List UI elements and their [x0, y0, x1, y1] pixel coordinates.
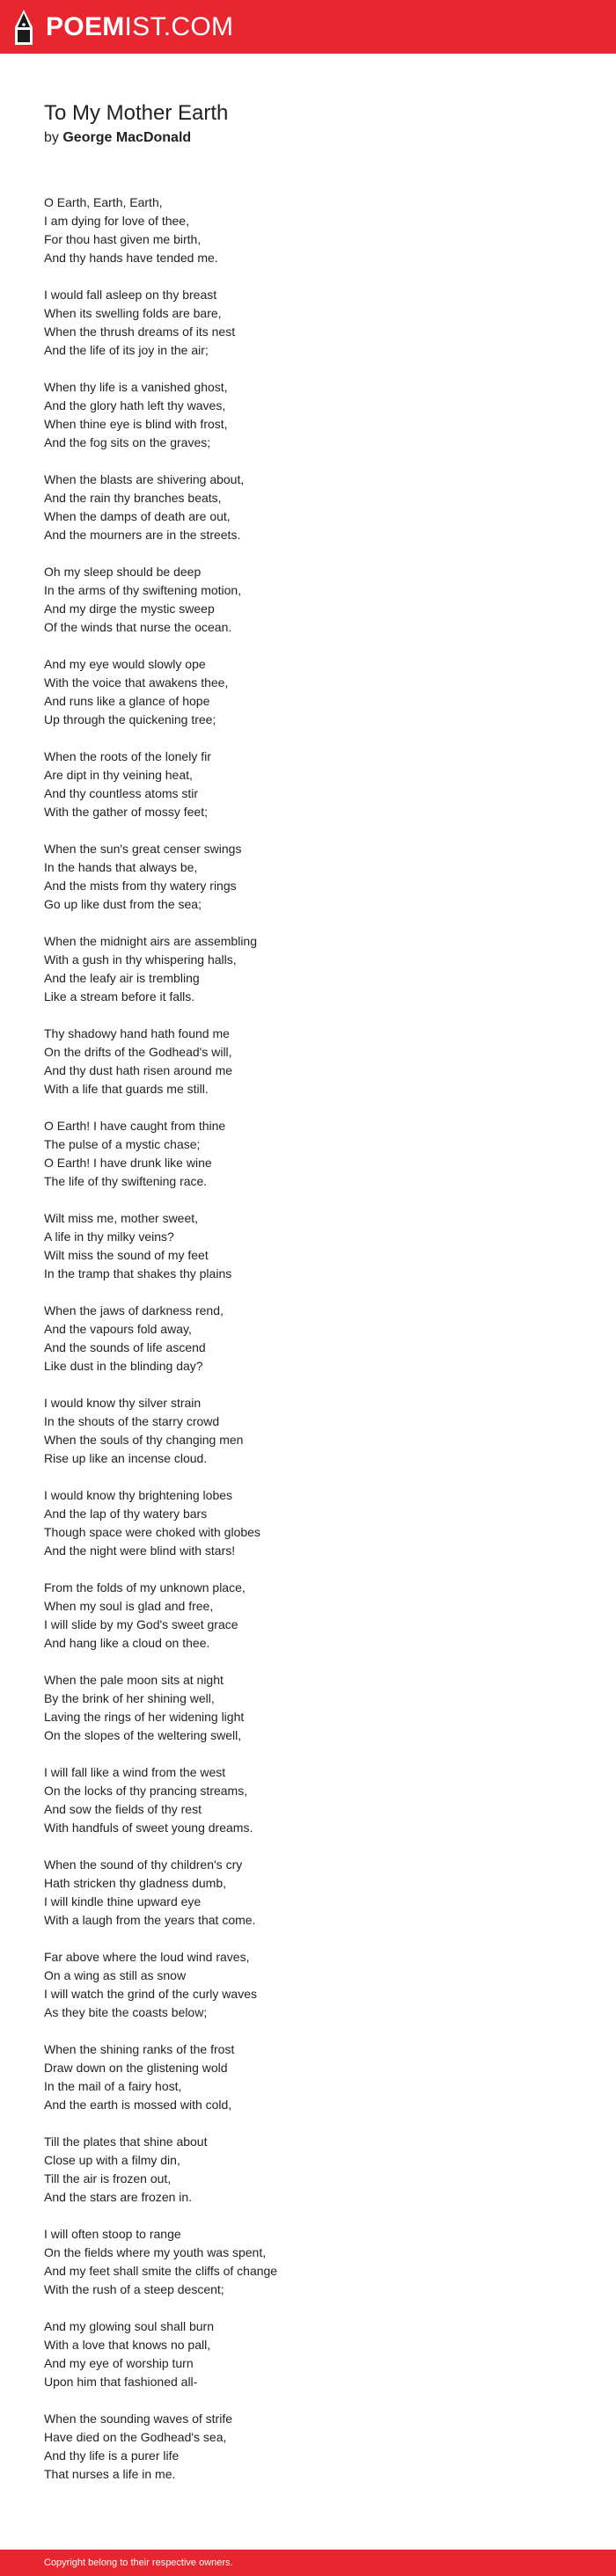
poem-line: I will fall like a wind from the west — [44, 1765, 226, 1779]
poem-stanza — [44, 1117, 277, 1191]
poem-line: With the voice that awakens thee, — [44, 675, 229, 690]
poem-stanza — [44, 1856, 277, 1930]
poem-stanza — [44, 378, 277, 452]
site-header — [0, 0, 616, 54]
poem-line: And thy dust hath risen around me — [44, 1063, 233, 1077]
poem-line: Have died on the Godhead's sea, — [44, 2430, 227, 2444]
poem-line: When the blasts are shivering about, — [44, 472, 245, 486]
poem-stanza — [44, 1579, 277, 1653]
poem-line: In the tramp that shakes thy plains — [44, 1266, 232, 1281]
poem-stanza — [44, 471, 277, 544]
poem-line: With a laugh from the years that come. — [44, 1913, 256, 1927]
poem-line: On the slopes of the weltering swell, — [44, 1728, 242, 1742]
poem-stanza — [44, 1486, 277, 1560]
poem-stanza — [44, 286, 277, 360]
poem-line: Wilt miss me, mother sweet, — [44, 1211, 199, 1225]
poem-line: Like dust in the blinding day? — [44, 1359, 203, 1373]
poem-stanza — [44, 193, 277, 267]
poem-line: When the sound of thy children's cry — [44, 1857, 243, 1872]
poem-stanza — [44, 2225, 277, 2299]
poem-stanza — [44, 1025, 277, 1098]
poem-line: Like a stream before it falls. — [44, 989, 195, 1003]
poem-stanza — [44, 1948, 277, 2022]
by-label: by — [44, 130, 59, 145]
poem-line: And the leafy air is trembling — [44, 971, 200, 985]
poem-title: To My Mother Earth — [44, 101, 229, 125]
poem-line: Rise up like an incense cloud. — [44, 1451, 208, 1465]
poem-line: On the fields where my youth was spent, — [44, 2245, 267, 2259]
poem-line: When thy life is a vanished ghost, — [44, 380, 228, 394]
poem-line: Hath stricken thy gladness dumb, — [44, 1876, 226, 1890]
poem-line: Far above where the loud wind raves, — [44, 1950, 250, 1964]
poem-line: When the sounding waves of strife — [44, 2412, 233, 2426]
logo-bold-text: POEM — [46, 12, 125, 41]
poem-line: In the hands that always be, — [44, 860, 198, 874]
poem-line: And the fog sits on the graves; — [44, 435, 211, 449]
poem-line: Laving the rings of her widening light — [44, 1710, 245, 1724]
poem-stanza — [44, 1763, 277, 1837]
poem-line: Of the winds that nurse the ocean. — [44, 620, 232, 634]
poem-line: Till the plates that shine about — [44, 2135, 208, 2149]
site-footer — [0, 2550, 616, 2576]
poem-line: When its swelling folds are bare, — [44, 306, 222, 320]
poem-line: And sow the fields of thy rest — [44, 1802, 202, 1816]
poem-line: From the folds of my unknown place, — [44, 1580, 246, 1594]
poem-line: When the sun's great censer swings — [44, 842, 242, 856]
poem-line: When the souls of thy changing men — [44, 1433, 244, 1447]
poem-line: And hang like a cloud on thee. — [44, 1636, 210, 1650]
poem-line: O Earth! I have caught from thine — [44, 1119, 226, 1133]
poem-line: When the shining ranks of the frost — [44, 2042, 235, 2056]
poem-line: And thy hands have tended me. — [44, 251, 218, 265]
logo-light-text: IST.COM — [124, 12, 234, 41]
poem-line: O Earth! I have drunk like wine — [44, 1156, 212, 1170]
poem-line: And the lap of thy watery bars — [44, 1507, 208, 1521]
poem-line: By the brink of her shining well, — [44, 1691, 215, 1705]
poem-line: On the drifts of the Godhead's will, — [44, 1045, 232, 1059]
poem-line: And my glowing soul shall burn — [44, 2319, 214, 2333]
poem-stanza — [44, 2040, 277, 2114]
poem-line: I will slide by my God's sweet grace — [44, 1617, 238, 1631]
poem-stanza — [44, 1671, 277, 1745]
poem-stanza — [44, 1209, 277, 1283]
poem-line: I would know thy silver strain — [44, 1396, 202, 1410]
poem-line: The pulse of a mystic chase; — [44, 1137, 201, 1151]
poem-line: And my eye of worship turn — [44, 2356, 194, 2370]
poem-line: With the rush of a steep descent; — [44, 2282, 224, 2296]
poem-line: I will kindle thine upward eye — [44, 1894, 202, 1908]
poem-line: I would know thy brightening lobes — [44, 1488, 233, 1502]
author-link[interactable]: George MacDonald — [62, 130, 192, 145]
poem-line: Are dipt in thy veining heat, — [44, 768, 193, 782]
poem-line: In the mail of a fairy host, — [44, 2079, 182, 2093]
poem-line: And the glory hath left thy waves, — [44, 398, 226, 412]
poem-line: The life of thy swiftening race. — [44, 1174, 208, 1188]
poem-stanza — [44, 2410, 277, 2484]
poem-stanza — [44, 2317, 277, 2391]
poem-byline — [44, 128, 191, 148]
poem-stanza — [44, 1302, 277, 1376]
poem-line: With handfuls of sweet young dreams. — [44, 1821, 253, 1835]
poem-line: And the stars are frozen in. — [44, 2190, 193, 2204]
poem-line: On a wing as still as snow — [44, 1968, 187, 1982]
poem-line: I am dying for love of thee, — [44, 214, 189, 228]
poem-line: Wilt miss the sound of my feet — [44, 1248, 209, 1262]
poem-line: When the roots of the lonely fir — [44, 749, 211, 763]
poem-line: And the sounds of life ascend — [44, 1340, 206, 1354]
poem-line: When thine eye is blind with frost, — [44, 417, 228, 431]
poem-line: Close up with a filmy din, — [44, 2153, 180, 2167]
poem-line: For thou hast given me birth, — [44, 232, 202, 246]
poem-line: I would fall asleep on thy breast — [44, 288, 217, 302]
poem-line: Go up like dust from the sea; — [44, 897, 202, 911]
poem-stanza — [44, 840, 277, 914]
poem-line: With a gush in thy whispering halls, — [44, 952, 237, 967]
poem-stanza — [44, 563, 277, 637]
poem-line: That nurses a life in me. — [44, 2467, 176, 2481]
poem-line: In the arms of thy swiftening motion, — [44, 583, 242, 597]
poem-line: And the night were blind with stars! — [44, 1543, 236, 1558]
poem-line: With the gather of mossy feet; — [44, 805, 208, 819]
poem-line: And the vapours fold away, — [44, 1322, 192, 1336]
poem-line: On the locks of thy prancing streams, — [44, 1784, 248, 1798]
poem-line: When the damps of death are out, — [44, 509, 231, 523]
poem-line: I will often stoop to range — [44, 2227, 181, 2241]
poem-stanza — [44, 655, 277, 729]
poem-line: And the mourners are in the streets. — [44, 528, 241, 542]
poem-line: And the earth is mossed with cold, — [44, 2098, 232, 2112]
pen-nib-icon — [12, 8, 35, 47]
poem-line: A life in thy milky veins? — [44, 1230, 174, 1244]
poem-line: And the mists from thy watery rings — [44, 879, 237, 893]
site-logo-text — [46, 8, 233, 47]
site-logo-link[interactable] — [12, 8, 233, 47]
poem-line: In the shouts of the starry crowd — [44, 1414, 220, 1428]
poem-line: With a life that guards me still. — [44, 1082, 209, 1096]
poem-line: When the pale moon sits at night — [44, 1673, 224, 1687]
poem-line: And my feet shall smite the cliffs of change — [44, 2264, 278, 2278]
poem-line: I will watch the grind of the curly waves — [44, 1987, 257, 2001]
copyright-text: Copyright belong to their respective owners. — [44, 2558, 233, 2568]
poem-line: Oh my sleep should be deep — [44, 565, 202, 579]
poem-line: When my soul is glad and free, — [44, 1599, 214, 1613]
poem-stanza — [44, 748, 277, 821]
poem-line: Till the air is frozen out, — [44, 2171, 172, 2186]
poem-line: When the midnight airs are assembling — [44, 934, 258, 948]
poem-line: Up through the quickening tree; — [44, 712, 216, 726]
poem-line: And the life of its joy in the air; — [44, 343, 209, 357]
poem-line: O Earth, Earth, Earth, — [44, 195, 163, 209]
poem-line: And runs like a glance of hope — [44, 694, 210, 708]
poem-stanza — [44, 2133, 277, 2207]
poem-line: Upon him that fashioned all- — [44, 2375, 198, 2389]
poem-line: Though space were choked with globes — [44, 1525, 260, 1539]
poem-line: And thy life is a purer life — [44, 2448, 180, 2463]
poem-line: And my dirge the mystic sweep — [44, 602, 215, 616]
poem-line: And thy countless atoms stir — [44, 786, 199, 800]
poem-line: And the rain thy branches beats, — [44, 491, 222, 505]
poem-body — [44, 193, 277, 2502]
poem-line: And my eye would slowly ope — [44, 657, 206, 671]
poem-line: With a love that knows no pall, — [44, 2338, 211, 2352]
poem-line: Thy shadowy hand hath found me — [44, 1026, 230, 1040]
poem-stanza — [44, 1394, 277, 1468]
poem-line: As they bite the coasts below; — [44, 2005, 208, 2019]
poem-line: Draw down on the glistening wold — [44, 2061, 228, 2075]
poem-line: When the jaws of darkness rend, — [44, 1303, 224, 1317]
poem-line: When the thrush dreams of its nest — [44, 325, 236, 339]
poem-stanza — [44, 932, 277, 1006]
